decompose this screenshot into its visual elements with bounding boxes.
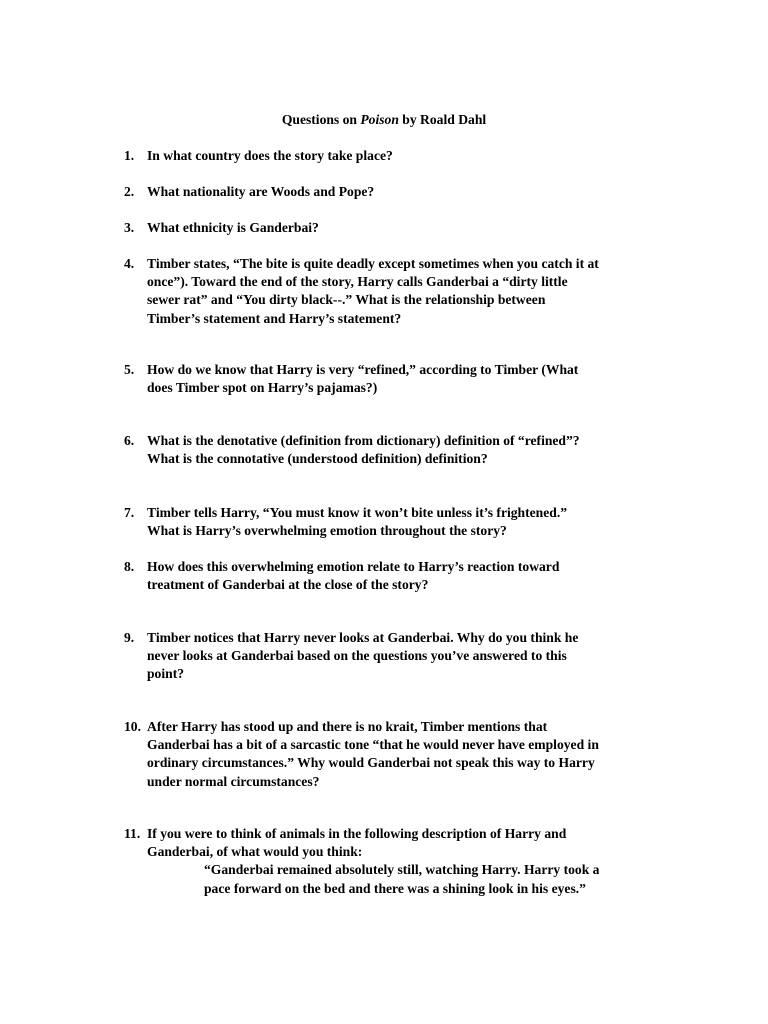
document-title xyxy=(0,111,768,129)
question-text: How does this overwhelming emotion relate to Harry’s reaction toward treatment of Ganderbai at the close of the story? xyxy=(147,559,560,593)
question-text: After Harry has stood up and there is no krait, Timber mentions that Ganderbai has a bit of a sarcastic tone “that he would never have employed in ordinary circumstances.” Why would Ganderbai not speak this way to Harry under normal circumstances? xyxy=(147,719,599,789)
question-text: Timber notices that Harry never looks at Ganderbai. Why do you think he never looks at Ganderbai based on the questions you’ve answered to this point? xyxy=(147,630,579,682)
question-number: 8. xyxy=(124,559,135,574)
question-text: Timber tells Harry, “You must know it won’t bite unless it’s frightened.” What is Harry’s overwhelming emotion throughout the story? xyxy=(147,505,568,539)
question-text: What is the denotative (definition from dictionary) definition of “refined”? What is the connotative (understood definition) definition? xyxy=(147,433,580,467)
title-prefix: Questions on xyxy=(281,112,361,127)
question-number: 6. xyxy=(124,433,135,448)
question-text: In what country does the story take place? xyxy=(147,148,393,163)
question-text: What nationality are Woods and Pope? xyxy=(147,184,375,199)
question-text: Timber states, “The bite is quite deadly except sometimes when you catch it at once”). Toward the end of the story, Harry calls Ganderbai a “dirty little sewer rat” and “You dirty black--.” What is the relationship between Timber’s statement and Harry’s statement? xyxy=(147,256,599,326)
question-11 xyxy=(124,825,654,898)
question-4 xyxy=(124,255,654,328)
question-number: 5. xyxy=(124,362,135,377)
question-number: 4. xyxy=(124,256,135,271)
question-quote: “Ganderbai remained absolutely still, watching Harry. Harry took a pace forward on the bed and there was a shining look in his eyes.” xyxy=(204,862,600,896)
question-number: 7. xyxy=(124,505,135,520)
question-9 xyxy=(124,629,654,684)
question-8 xyxy=(124,558,654,594)
question-number: 3. xyxy=(124,220,135,235)
question-text: If you were to think of animals in the following description of Harry and Ganderbai, of what would you think: xyxy=(147,826,567,860)
title-suffix: by Roald Dahl xyxy=(398,112,487,127)
question-3 xyxy=(124,219,654,237)
question-5 xyxy=(124,361,654,397)
question-6 xyxy=(124,432,654,468)
title-italic: Poison xyxy=(360,112,399,127)
question-text: How do we know that Harry is very “refined,” according to Timber (What does Timber spot on Harry’s pajamas?) xyxy=(147,362,579,396)
question-text: What ethnicity is Ganderbai? xyxy=(147,220,319,235)
question-number: 1. xyxy=(124,148,135,163)
question-number: 9. xyxy=(124,630,135,645)
question-2 xyxy=(124,183,654,201)
question-7 xyxy=(124,504,654,540)
question-number: 10. xyxy=(124,719,141,734)
question-number: 11. xyxy=(124,826,141,841)
question-number: 2. xyxy=(124,184,135,199)
question-1 xyxy=(124,147,654,165)
question-10 xyxy=(124,718,654,791)
